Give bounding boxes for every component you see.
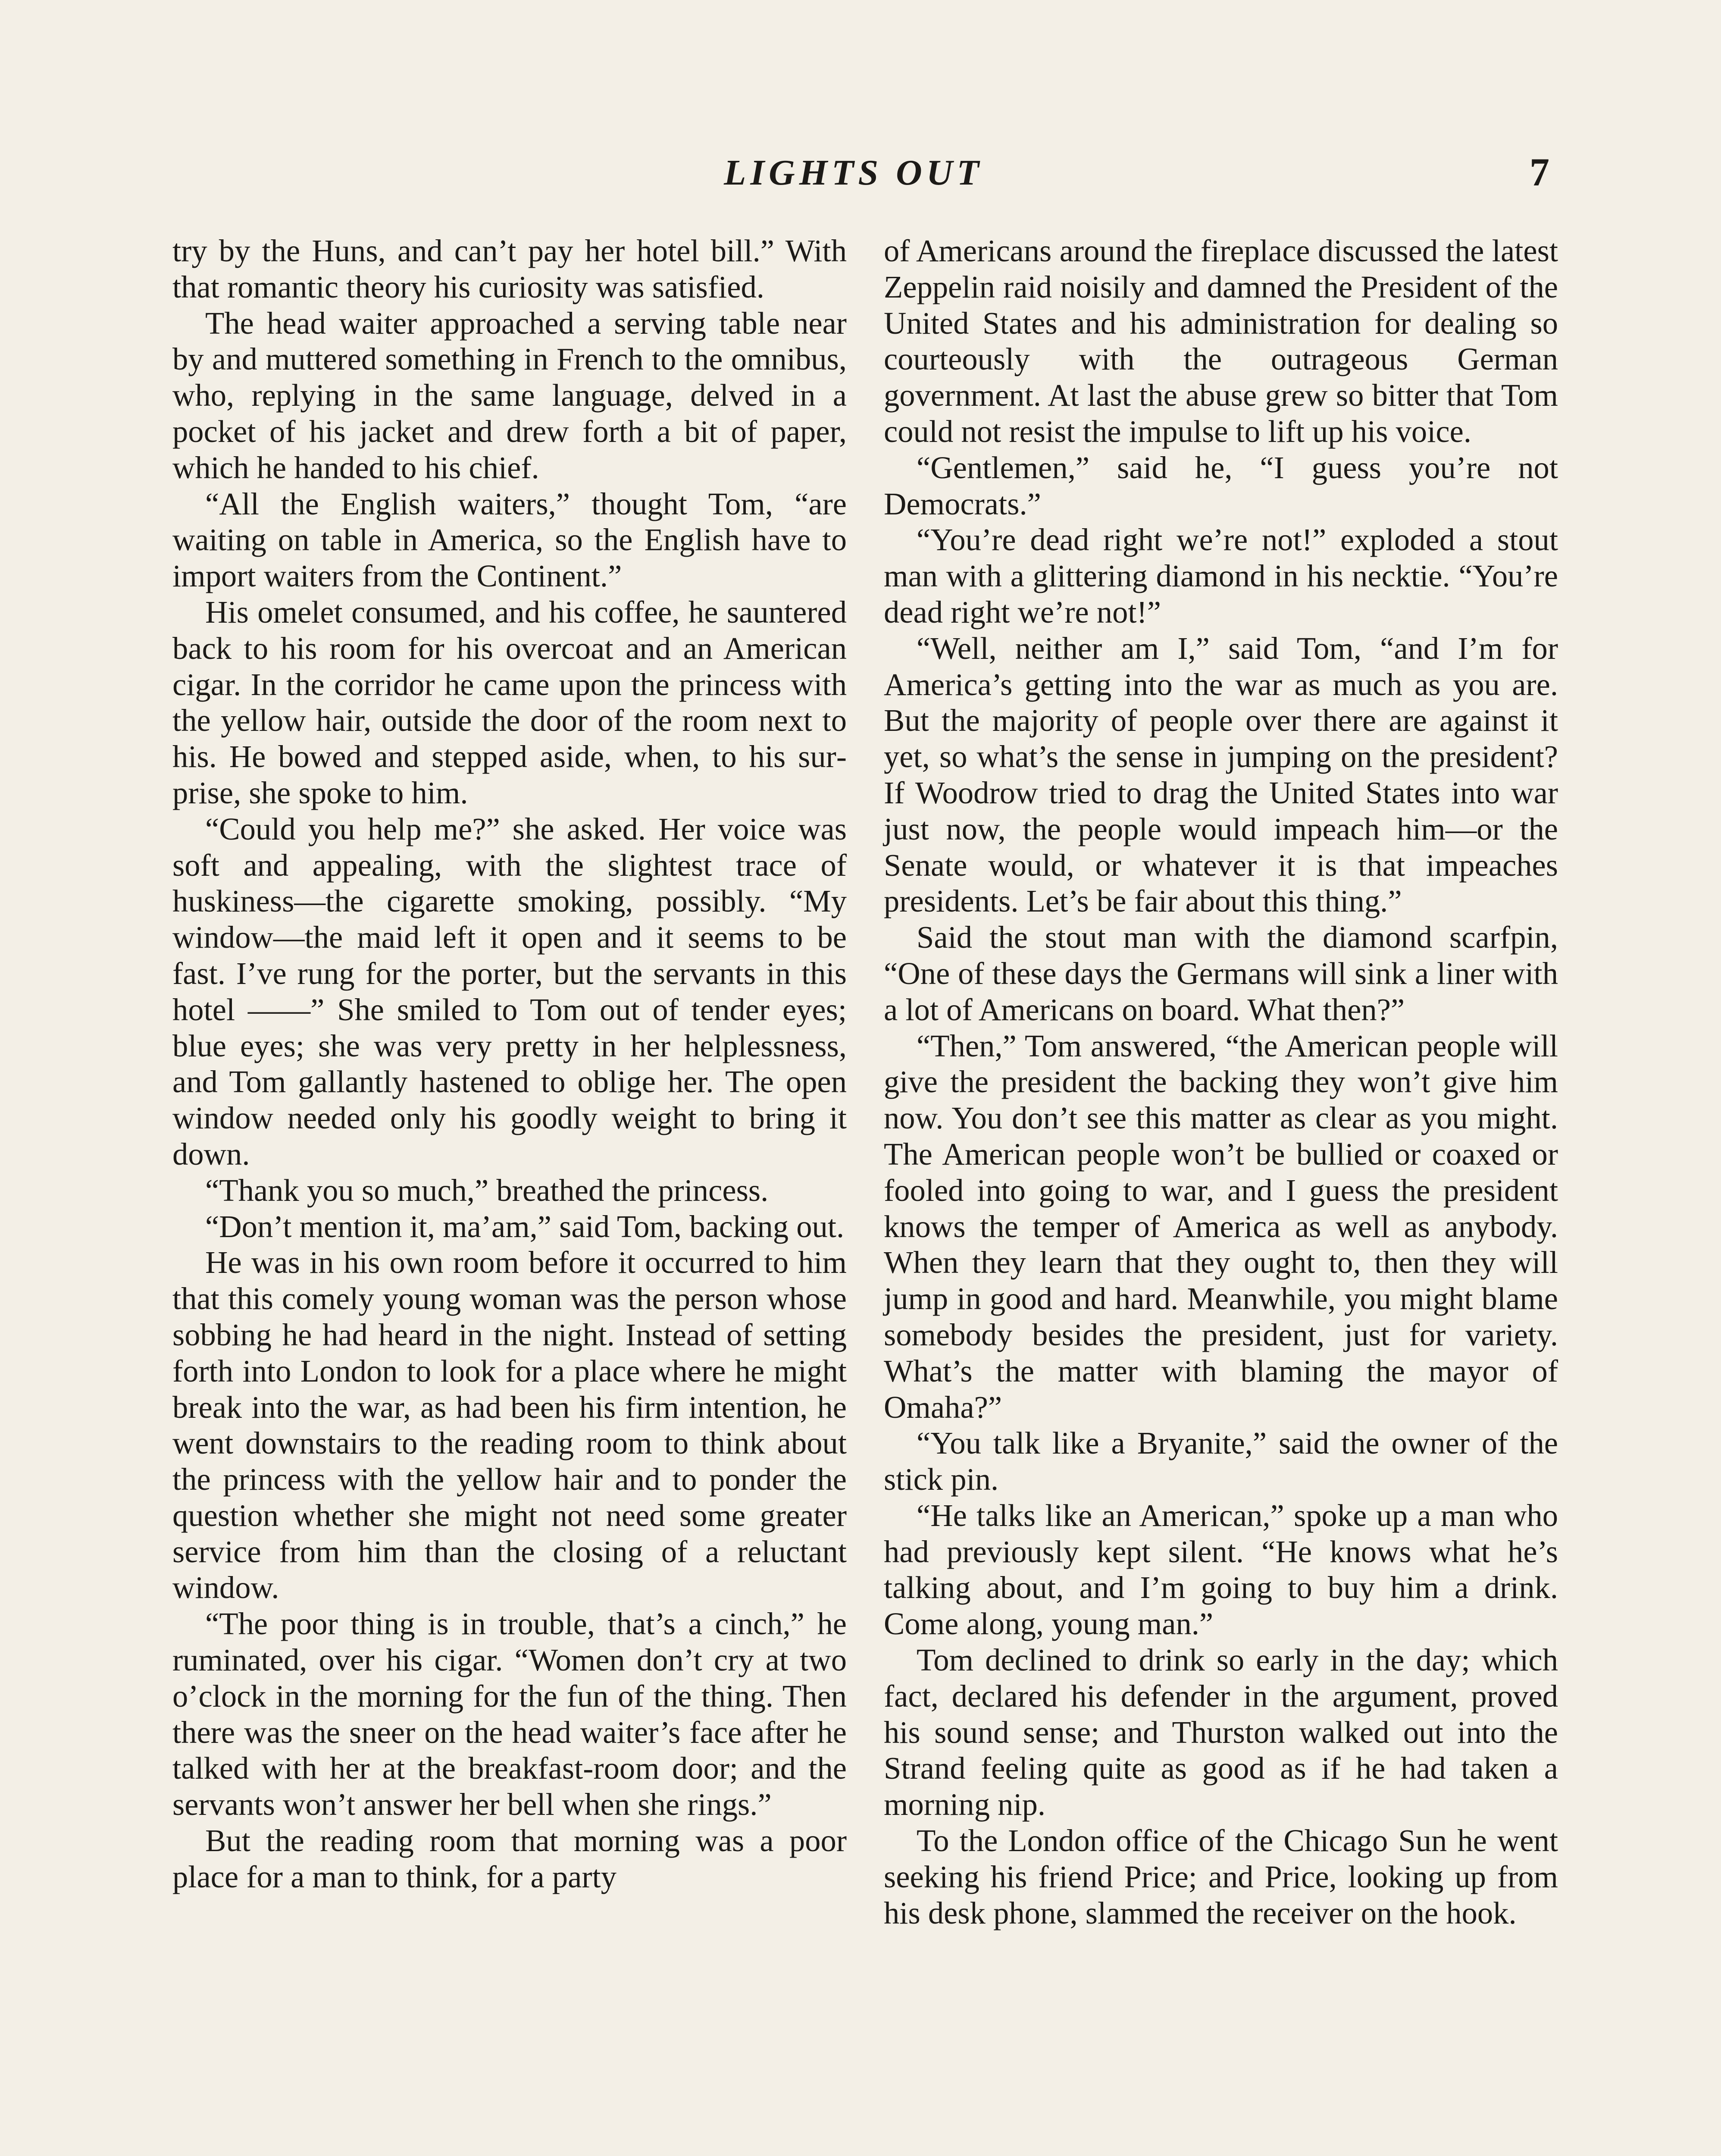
paragraph: Tom declined to drink so early in the day; which fact, declared his defender in the argument, proved his sound sense; and Thurston walked out into the Strand feeling quite as good as if he had taken a morning nip. — [884, 1642, 1558, 1822]
paragraph: He was in his own room before it occurred to him that this comely young woman was the person whose sobbing he had heard in the night. Instead of setting forth into London to look for a place where he might break into the war, as had been his firm intention, he went downstairs to the reading room to think about the princess with the yellow hair and to ponder the question whether she might not need some greater service from him than the closing of a reluctant window. — [172, 1245, 847, 1605]
paragraph: His omelet consumed, and his coffee, he sauntered back to his room for his overcoat and an American cigar. In the corridor he came upon the princess with the yellow hair, outside the door of the room next to his. He bowed and stepped aside, when, to his surprise, she spoke to him. — [172, 594, 847, 810]
paragraph: “The poor thing is in trouble, that’s a cinch,” he ruminated, over his cigar. “Women don’t cry at two o’clock in the morning for the fun of the thing. Then there was the sneer on the head waiter’s face after he talked with her at the breakfast-room door; and the servants won’t answer her bell when she rings.” — [172, 1606, 847, 1822]
paragraph: “Could you help me?” she asked. Her voice was soft and appealing, with the slightest trace of huskiness—the cigarette smoking, possibly. “My window—the maid left it open and it seems to be fast. I’ve rung for the porter, but the servants in this hotel ——” She smiled to Tom out of tender eyes; blue eyes; she was very pretty in her helplessness, and Tom gallantly hastened to oblige her. The open window needed only his goodly weight to bring it down. — [172, 811, 847, 1172]
left-column — [172, 233, 847, 1895]
paragraph: The head waiter approached a serving table near by and muttered something in French to the omnibus, who, replying in the same language, delved in a pocket of his jacket and drew forth a bit of paper, which he handed to his chief. — [172, 305, 847, 485]
paragraph: “Gentlemen,” said he, “I guess you’re not Democrats.” — [884, 450, 1558, 521]
right-column — [884, 233, 1558, 1931]
paragraph: To the London office of the Chicago Sun he went seeking his friend Price; and Price, looking up from his desk phone, slammed the receiver on the hook. — [884, 1823, 1558, 1930]
paragraph: try by the Huns, and can’t pay her hotel bill.” With that romantic theory his curiosity was satisfied. — [172, 233, 847, 304]
paragraph: “Thank you so much,” breathed the princess. — [205, 1172, 769, 1208]
running-title: LIGHTS OUT — [724, 153, 983, 193]
paragraph: But the reading room that morning was a poor place for a man to think, for a party — [172, 1823, 847, 1894]
paragraph: Said the stout man with the diamond scarfpin, “One of these days the Germans will sink a liner with a lot of Americans on board. What then?” — [884, 920, 1558, 1027]
paragraph: “Well, neither am I,” said Tom, “and I’m for America’s getting into the war as much as you are. But the majority of people over there are against it yet, so what’s the sense in jumping on the president? If Woodrow tried to drag the United States into war just now, the people would impeach him—or the Senate would, or whatever it is that impeaches presidents. Let’s be fair about this thing.” — [884, 630, 1558, 919]
paragraph: “You’re dead right we’re not!” exploded a stout man with a glittering diamond in his necktie. “You’re dead right we’re not!” — [884, 522, 1558, 630]
paragraph: “All the English waiters,” thought Tom, “are waiting on table in America, so the English have to import waiters from the Continent.” — [172, 486, 847, 594]
page-number: 7 — [1530, 150, 1549, 194]
paragraph: “He talks like an American,” spoke up a man who had previously kept silent. “He knows what he’s talking about, and I’m going to buy him a drink. Come along, young man.” — [884, 1498, 1558, 1642]
paragraph: “Then,” Tom answered, “the American people will give the president the backing they won’t give him now. You don’t see this matter as clear as you might. The American people won’t be bullied or coaxed or fooled into going to war, and I guess the president knows the temper of America as well as anybody. When they learn that they ought to, then they will jump in good and hard. Meanwhile, you might blame somebody besides the president, just for variety. What’s the matter with blaming the mayor of Omaha?” — [884, 1028, 1558, 1425]
paragraph: of Americans around the fireplace discussed the latest Zeppelin raid noisily and damned the President of the United States and his administration for dealing so courteously with the outrageous German government. At last the abuse grew so bitter that Tom could not resist the impulse to lift up his voice. — [884, 233, 1558, 449]
paragraph: “Don’t mention it, ma’am,” said Tom, backing out. — [205, 1209, 845, 1244]
paragraph: “You talk like a Bryanite,” said the owner of the stick pin. — [884, 1426, 1558, 1497]
